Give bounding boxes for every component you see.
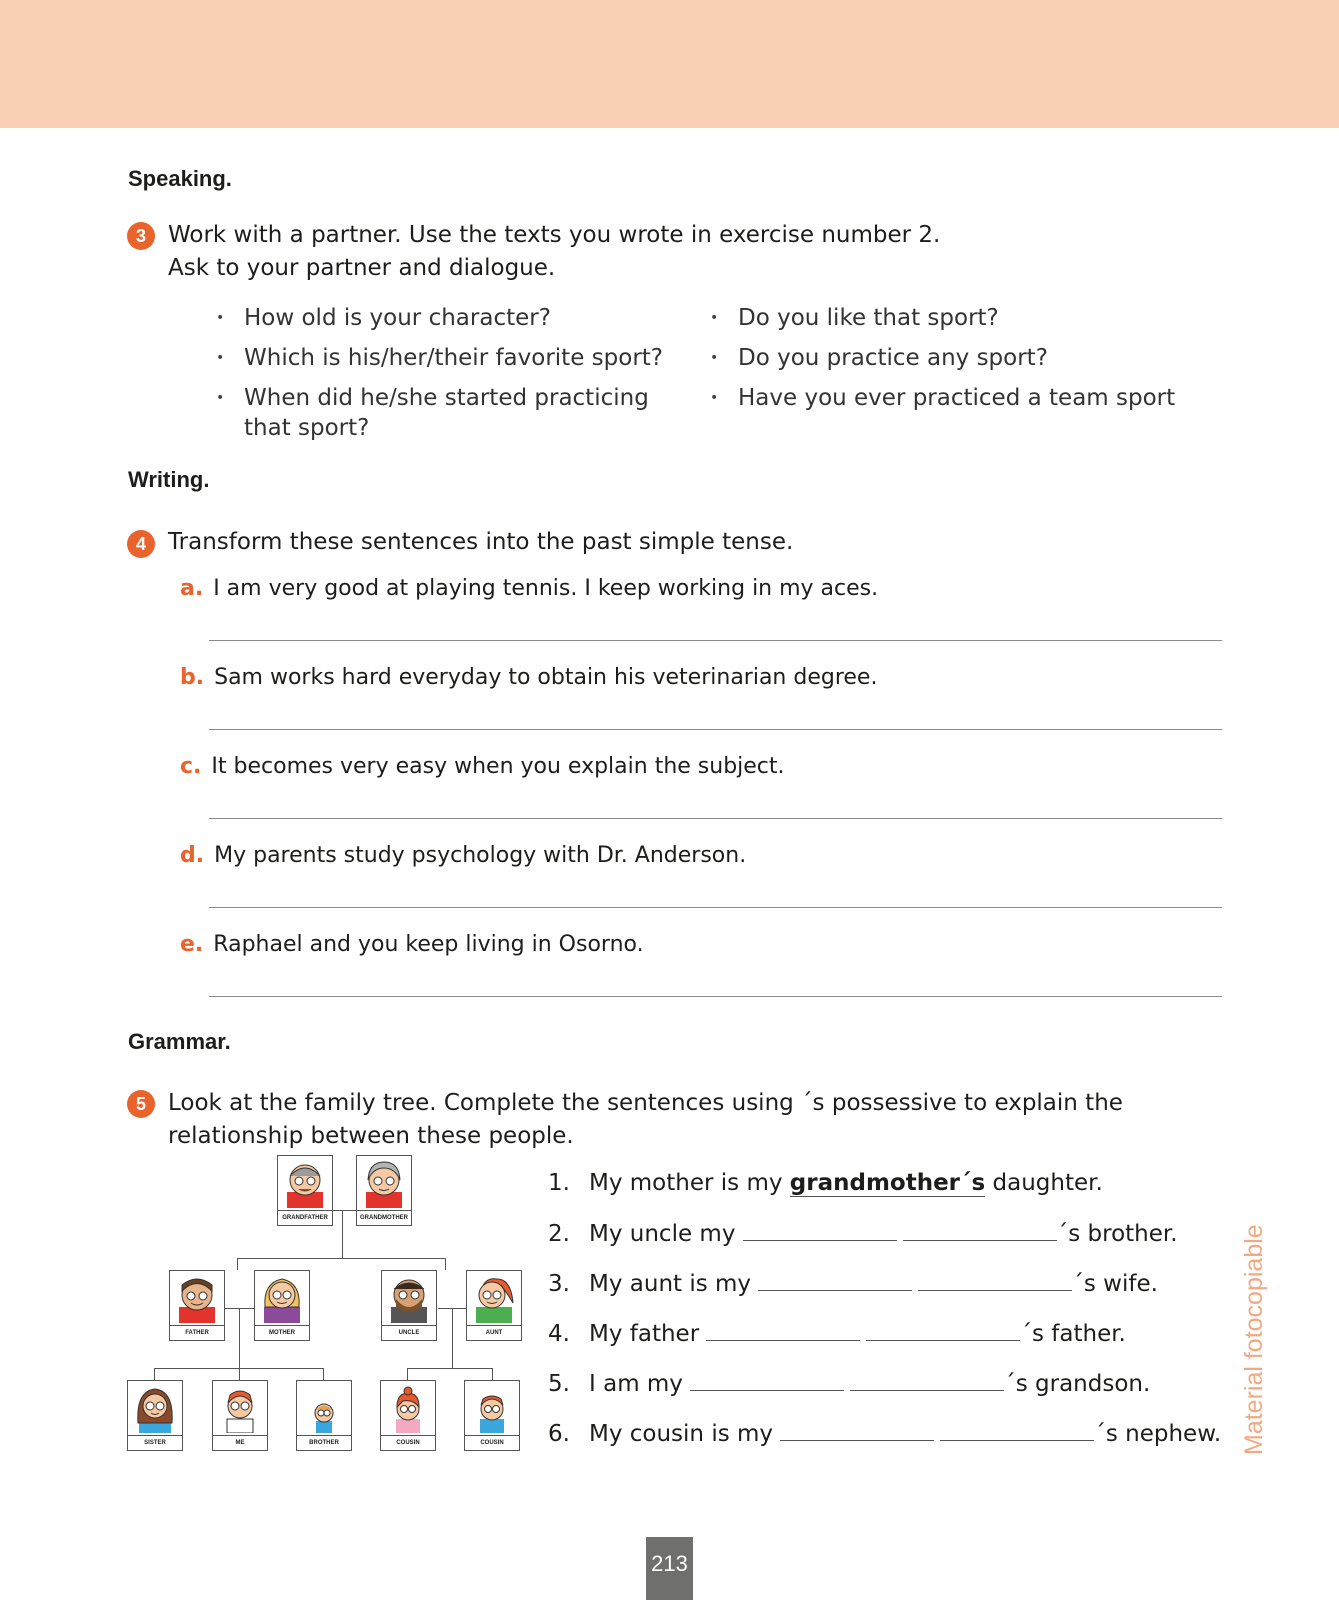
- sentence-before: My father: [589, 1321, 700, 1347]
- answer-blank[interactable]: [850, 1368, 1004, 1391]
- cousin-girl-face-icon: [381, 1381, 435, 1435]
- page-number: 213: [646, 1537, 693, 1600]
- card-label: COUSIN: [465, 1435, 519, 1450]
- sentence-after: daughter.: [992, 1170, 1103, 1196]
- card-grandmother: [356, 1155, 412, 1226]
- answer-line-b[interactable]: [209, 729, 1222, 730]
- answer-blank[interactable]: [866, 1318, 1020, 1341]
- card-sister: [127, 1380, 183, 1451]
- exercise-3-number: 3: [127, 222, 155, 250]
- family-tree: [126, 1160, 536, 1470]
- sentence-number: 5.: [548, 1371, 570, 1397]
- card-label: BROTHER: [297, 1435, 351, 1450]
- card-aunt: [466, 1270, 522, 1341]
- exercise-5-instruction-line1: Look at the family tree. Complete the sentences using ´s possessive to explain the: [168, 1090, 1123, 1116]
- sentence-number: 6.: [548, 1421, 570, 1447]
- card-mother: [254, 1270, 310, 1341]
- brother-face-icon: [297, 1381, 351, 1435]
- sentence-d: [180, 843, 746, 868]
- bullet-item: • Which is his/her/their favorite sport?: [216, 343, 686, 373]
- me-face-icon: [213, 1381, 267, 1435]
- sentence-before: My aunt is my: [589, 1271, 752, 1297]
- grandmother-face-icon: [357, 1156, 411, 1210]
- father-face-icon: [170, 1271, 224, 1325]
- bullet-item: • Have you ever practiced a team sport: [710, 383, 1180, 413]
- sentence-e: [180, 932, 644, 957]
- exercise-4-number: 4: [127, 530, 155, 558]
- fill-sentence-3: [548, 1268, 1158, 1299]
- card-label: ME: [213, 1435, 267, 1450]
- bullet-item: • Do you like that sport?: [710, 303, 1180, 333]
- card-label: GRANDMOTHER: [357, 1210, 411, 1225]
- card-label: MOTHER: [255, 1325, 309, 1340]
- header-band: [0, 0, 1339, 128]
- answer-blank[interactable]: [706, 1318, 860, 1341]
- sentence-letter: b.: [180, 665, 205, 690]
- section-speaking-title: Speaking.: [128, 166, 232, 191]
- sentence-text: Sam works hard everyday to obtain his veterinarian degree.: [214, 665, 878, 690]
- card-uncle: [381, 1270, 437, 1341]
- side-label: Material fotocopiable: [1240, 1224, 1268, 1456]
- sentence-number: 2.: [548, 1221, 570, 1247]
- fill-sentence-1: [548, 1168, 1103, 1198]
- card-brother: [296, 1380, 352, 1451]
- card-me: [212, 1380, 268, 1451]
- fill-sentence-4: [548, 1318, 1126, 1349]
- card-label: FATHER: [170, 1325, 224, 1340]
- card-cousin-1: [380, 1380, 436, 1451]
- sentence-text: It becomes very easy when you explain the subject.: [211, 754, 785, 779]
- sentence-letter: d.: [180, 843, 205, 868]
- bullet-column-right: [710, 303, 1180, 423]
- sentence-number: 4.: [548, 1321, 570, 1347]
- section-grammar-title: Grammar.: [128, 1029, 231, 1054]
- sentence-after: ´s father.: [1020, 1321, 1126, 1347]
- sister-face-icon: [128, 1381, 182, 1435]
- sentence-after: ´s nephew.: [1094, 1421, 1222, 1447]
- card-father: [169, 1270, 225, 1341]
- sentence-before: My cousin is my: [589, 1421, 774, 1447]
- sentence-b: [180, 665, 877, 690]
- answer-blank[interactable]: [918, 1268, 1072, 1291]
- card-cousin-2: [464, 1380, 520, 1451]
- card-label: SISTER: [128, 1435, 182, 1450]
- sentence-c: [180, 754, 785, 779]
- exercise-5-instruction-line2: relationship between these people.: [168, 1123, 574, 1149]
- section-writing-title: Writing.: [128, 467, 210, 492]
- sentence-text: Raphael and you keep living in Osorno.: [213, 932, 644, 957]
- sentence-letter: e.: [180, 932, 204, 957]
- card-label: UNCLE: [382, 1325, 436, 1340]
- aunt-face-icon: [467, 1271, 521, 1325]
- answer-blank[interactable]: [743, 1218, 897, 1241]
- answer-line-c[interactable]: [209, 818, 1222, 819]
- sentence-number: 3.: [548, 1271, 570, 1297]
- example-answer: grandmother´s: [789, 1170, 986, 1196]
- fill-sentence-5: [548, 1368, 1150, 1399]
- exercise-4-instruction: Transform these sentences into the past simple tense.: [168, 529, 794, 555]
- sentence-letter: a.: [180, 576, 204, 601]
- exercise-3-instruction-line2: Ask to your partner and dialogue.: [168, 255, 556, 281]
- fill-sentence-2: [548, 1218, 1178, 1249]
- answer-blank[interactable]: [903, 1218, 1057, 1241]
- sentence-after: ´s grandson.: [1004, 1371, 1151, 1397]
- answer-blank[interactable]: [758, 1268, 912, 1291]
- sentence-after: ´s brother.: [1056, 1221, 1178, 1247]
- bullet-item: • Do you practice any sport?: [710, 343, 1180, 373]
- bullet-item: • When did he/she started practicing that sport?: [216, 383, 664, 443]
- uncle-face-icon: [382, 1271, 436, 1325]
- sentence-number: 1.: [548, 1170, 570, 1196]
- sentence-before: My uncle my: [589, 1221, 736, 1247]
- exercise-3-instruction-line1: Work with a partner. Use the texts you wrote in exercise number 2.: [168, 222, 941, 248]
- exercise-5-number: 5: [127, 1090, 155, 1118]
- card-label: GRANDFATHER: [278, 1210, 332, 1225]
- answer-blank[interactable]: [780, 1418, 934, 1441]
- bullet-column-left: [216, 303, 686, 453]
- answer-blank[interactable]: [940, 1418, 1094, 1441]
- answer-line-e[interactable]: [209, 996, 1222, 997]
- sentence-text: My parents study psychology with Dr. Anderson.: [214, 843, 747, 868]
- fill-sentence-6: [548, 1418, 1221, 1449]
- answer-line-a[interactable]: [209, 640, 1222, 641]
- sentence-text: I am very good at playing tennis. I keep working in my aces.: [213, 576, 879, 601]
- sentence-letter: c.: [180, 754, 202, 779]
- card-label: COUSIN: [381, 1435, 435, 1450]
- sentence-before: I am my: [589, 1371, 683, 1397]
- cousin-boy-face-icon: [465, 1381, 519, 1435]
- sentence-after: ´s wife.: [1072, 1271, 1158, 1297]
- mother-face-icon: [255, 1271, 309, 1325]
- grandfather-face-icon: [278, 1156, 332, 1210]
- answer-line-d[interactable]: [209, 907, 1222, 908]
- card-label: AUNT: [467, 1325, 521, 1340]
- card-grandfather: [277, 1155, 333, 1226]
- answer-blank[interactable]: [690, 1368, 844, 1391]
- sentence-before: My mother is my: [589, 1170, 783, 1196]
- sentence-a: [180, 576, 878, 601]
- bullet-item: • How old is your character?: [216, 303, 686, 333]
